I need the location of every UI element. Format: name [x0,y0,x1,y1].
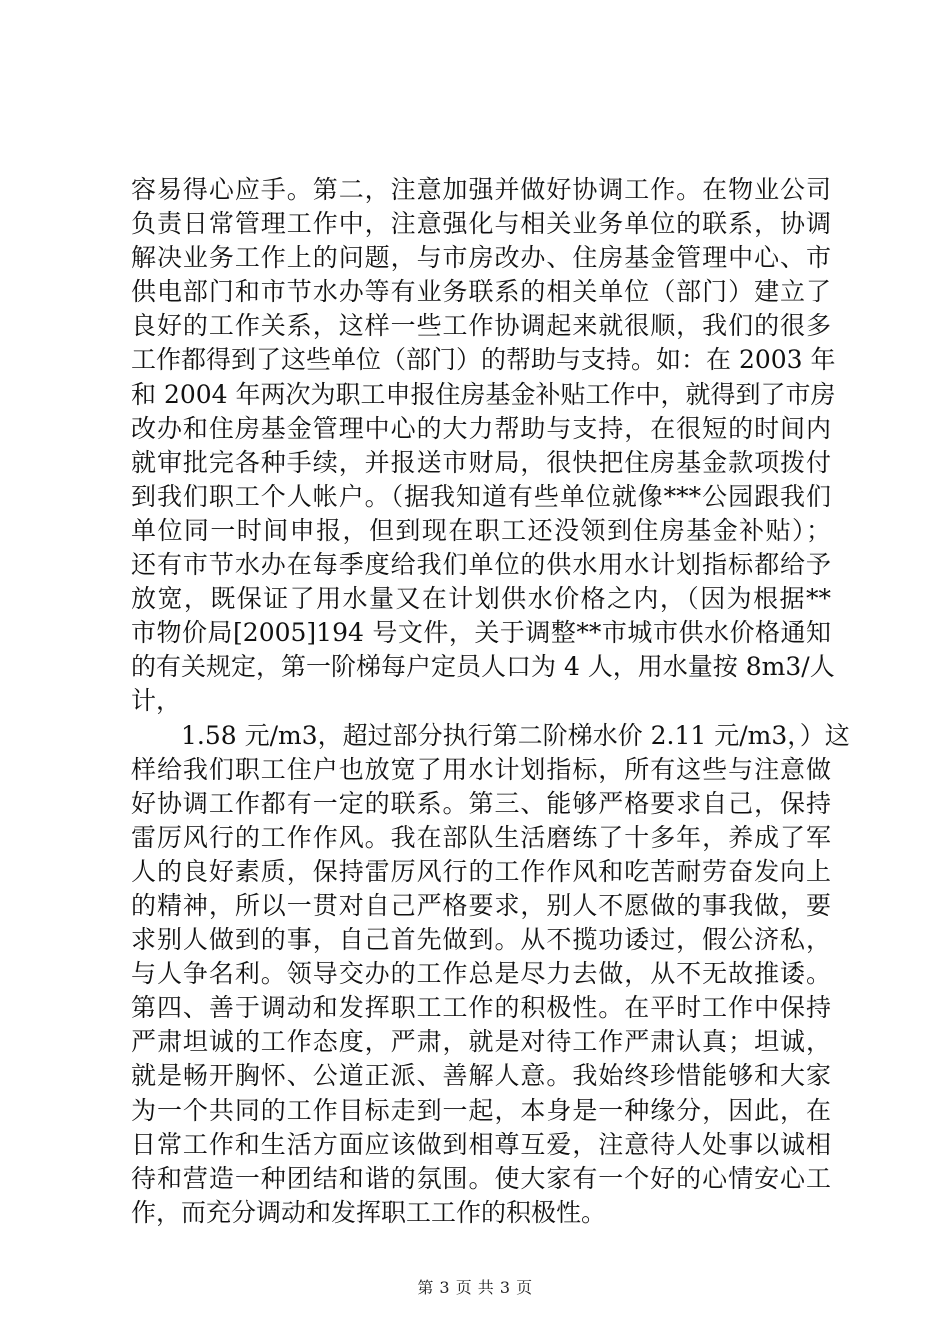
text-line: 好协调工作都有一定的联系。第三、能够严格要求自己，保持 [131,788,831,818]
text-line: 第四、善于调动和发挥职工工作的积极性。在平时工作中保持 [131,993,831,1023]
text-line: 与人争名利。领导交办的工作总是尽力去做，从不无故推诿。 [131,959,831,989]
text-line: 的精神，所以一贯对自己严格要求，别人不愿做的事我做，要 [131,890,831,920]
text-line: 日常工作和生活方面应该做到相尊互爱，注意待人处事以诚相 [131,1129,831,1159]
text-line: 计， [131,686,182,716]
text-line: 样给我们职工住户也放宽了用水计划指标，所有这些与注意做 [131,754,831,784]
text-line: 良好的工作关系，这样一些工作协调起来就很顺，我们的很多 [131,311,831,341]
text-line: 为一个共同的工作目标走到一起，本身是一种缘分，因此，在 [131,1095,831,1125]
text-line: 容易得心应手。第二，注意加强并做好协调工作。在物业公司 [131,175,831,204]
text-line: 待和营造一种团结和谐的氛围。使大家有一个好的心情安心工 [131,1163,831,1193]
text-line: 负责日常管理工作中，注意强化与相关业务单位的联系，协调 [131,209,831,239]
text-line: 雷厉风行的工作作风。我在部队生活磨练了十多年，养成了军 [131,822,831,852]
text-line: 求别人做到的事，自己首先做到。从不揽功诿过，假公济私， [131,925,831,955]
text-line: 供电部门和市节水办等有业务联系的相关单位（部门）建立了 [131,277,831,307]
text-line: 就是畅开胸怀、公道正派、善解人意。我始终珍惜能够和大家 [131,1061,831,1091]
text-line: 到我们职工个人帐户。（据我知道有些单位就像***公园跟我们 [131,481,831,511]
text-line: 单位同一时间申报，但到现在职工还没领到住房基金补贴）； [131,515,831,545]
text-line: 作，而充分调动和发挥职工工作的积极性。 [131,1197,607,1227]
text-line: 严肃坦诚的工作态度，严肃，就是对待工作严肃认真；坦诚， [131,1027,831,1057]
text-line: 解决业务工作上的问题，与市房改办、住房基金管理中心、市 [131,243,831,273]
text-line: 放宽，既保证了用水量又在计划供水价格之内，（因为根据** [131,584,831,614]
page-footer: 第 3 页 共 3 页 [417,1278,533,1297]
text-line: 1.58 元/m3，超过部分执行第二阶梯水价 2.11 元/m3，）这 [181,720,850,750]
text-line: 市物价局[2005]194 号文件，关于调整**市城市供水价格通知 [131,618,831,648]
text-line: 改办和住房基金管理中心的大力帮助与支持，在很短的时间内 [131,413,831,443]
text-line: 工作都得到了这些单位（部门）的帮助与支持。如：在 2003 年 [131,345,836,375]
text-line: 就审批完各种手续，并报送市财局，很快把住房基金款项拨付 [131,447,831,477]
text-line: 的有关规定，第一阶梯每户定员人口为 4 人，用水量按 8m3/人 [131,652,835,682]
text-line: 和 2004 年两次为职工申报住房基金补贴工作中，就得到了市房 [131,379,836,409]
text-line: 还有市节水办在每季度给我们单位的供水用水计划指标都给予 [131,550,831,580]
text-line: 人的良好素质，保持雷厉风行的工作作风和吃苦耐劳奋发向上 [131,856,831,886]
document-body [131,173,850,1230]
